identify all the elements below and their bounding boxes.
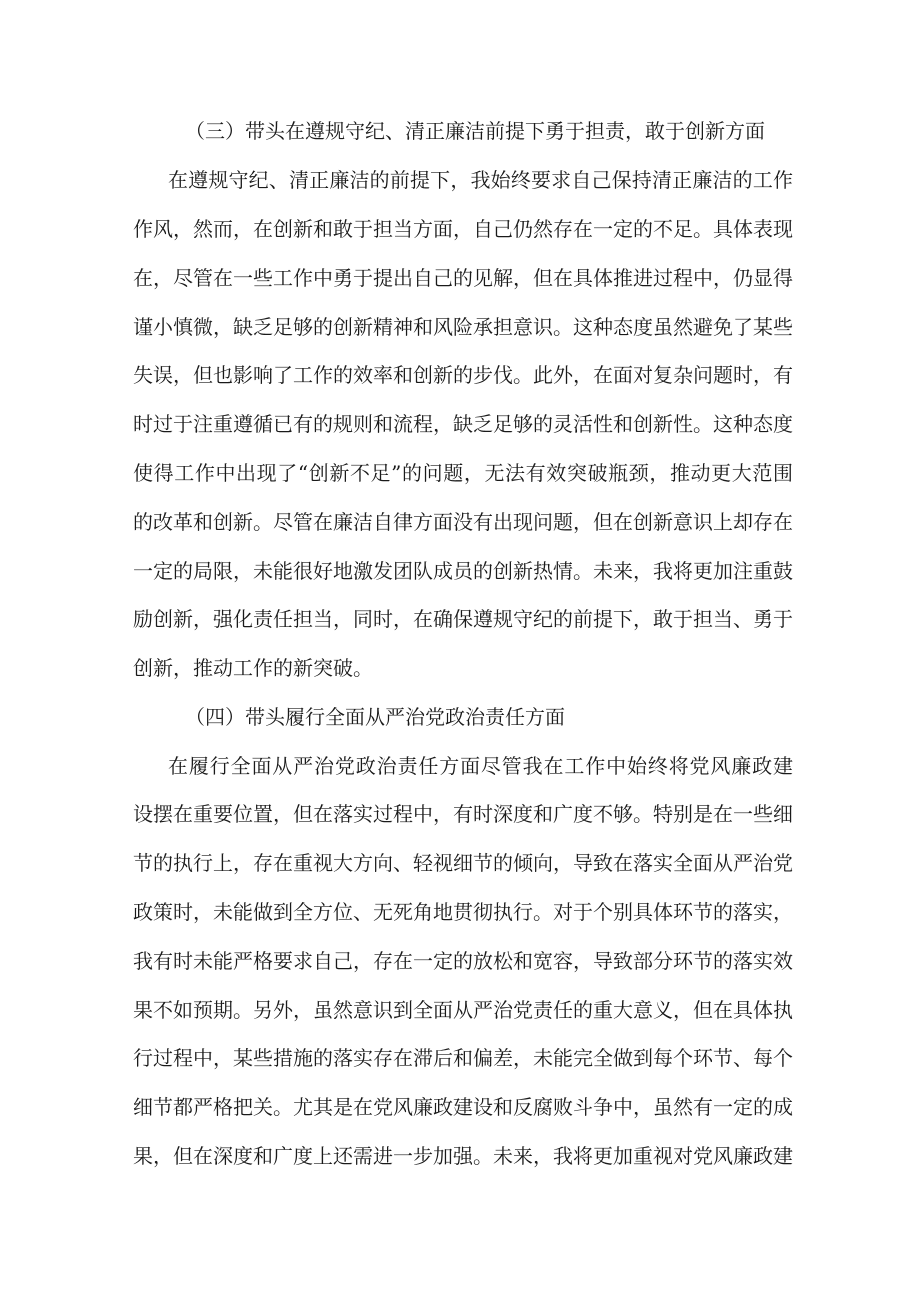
section-3-line-7: 使得工作中出现了“创新不足”的问题，无法有效突破瓶颈，推动更大范围: [133, 461, 793, 485]
section-3-heading: （三）带头在遵规守纪、清正廉洁前提下勇于担责，敢于创新方面: [185, 119, 765, 143]
section-3-line-5: 失误，但也影响了工作的效率和创新的步伐。此外，在面对复杂问题时，有: [133, 363, 793, 387]
section-4-line-9: 果，但在深度和广度上还需进一步加强。未来，我将更加重视对党风廉政建: [133, 1144, 793, 1168]
section-4-line-4: 政策时，未能做到全方位、无死角地贯彻执行。对于个别具体环节的落实，: [133, 900, 793, 924]
section-4-line-2: 设摆在重要位置，但在落实过程中，有时深度和广度不够。特别是在一些细: [133, 802, 793, 826]
section-3-line-6: 时过于注重遵循已有的规则和流程，缺乏足够的灵活性和创新性。这种态度: [133, 412, 793, 436]
section-3-line-1: 在遵规守纪、清正廉洁的前提下，我始终要求自己保持清正廉洁的工作: [168, 168, 793, 192]
section-3-line-9: 一定的局限，未能很好地激发团队成员的创新热情。未来，我将更加注重鼓: [133, 559, 793, 583]
section-3-line-2: 作风，然而，在创新和敢于担当方面，自己仍然存在一定的不足。具体表现: [133, 217, 793, 241]
section-4-line-1: 在履行全面从严治党政治责任方面尽管我在工作中始终将党风廉政建: [168, 754, 793, 778]
section-3-line-3: 在，尽管在一些工作中勇于提出自己的见解，但在具体推进过程中，仍显得: [133, 266, 793, 290]
section-4-line-3: 节的执行上，存在重视大方向、轻视细节的倾向，导致在落实全面从严治党: [133, 851, 793, 875]
section-3-line-10: 励创新，强化责任担当，同时，在确保遵规守纪的前提下，敢于担当、勇于: [133, 607, 793, 631]
section-4-line-8: 细节都严格把关。尤其是在党风廉政建设和反腐败斗争中，虽然有一定的成: [133, 1095, 793, 1119]
section-3-line-11: 创新，推动工作的新突破。: [133, 656, 373, 680]
section-3-line-8: 的改革和创新。尽管在廉洁自律方面没有出现问题，但在创新意识上却存在: [133, 510, 793, 534]
section-4-line-6: 果不如预期。另外，虽然意识到全面从严治党责任的重大意义，但在具体执: [133, 998, 793, 1022]
section-3-line-4: 谨小慎微，缺乏足够的创新精神和风险承担意识。这种态度虽然避免了某些: [133, 315, 793, 339]
section-4-heading: （四）带头履行全面从严治党政治责任方面: [185, 705, 565, 729]
section-4-line-7: 行过程中，某些措施的落实存在滞后和偏差，未能完全做到每个环节、每个: [133, 1046, 793, 1070]
section-4-line-5: 我有时未能严格要求自己，存在一定的放松和宽容，导致部分环节的落实效: [133, 949, 793, 973]
